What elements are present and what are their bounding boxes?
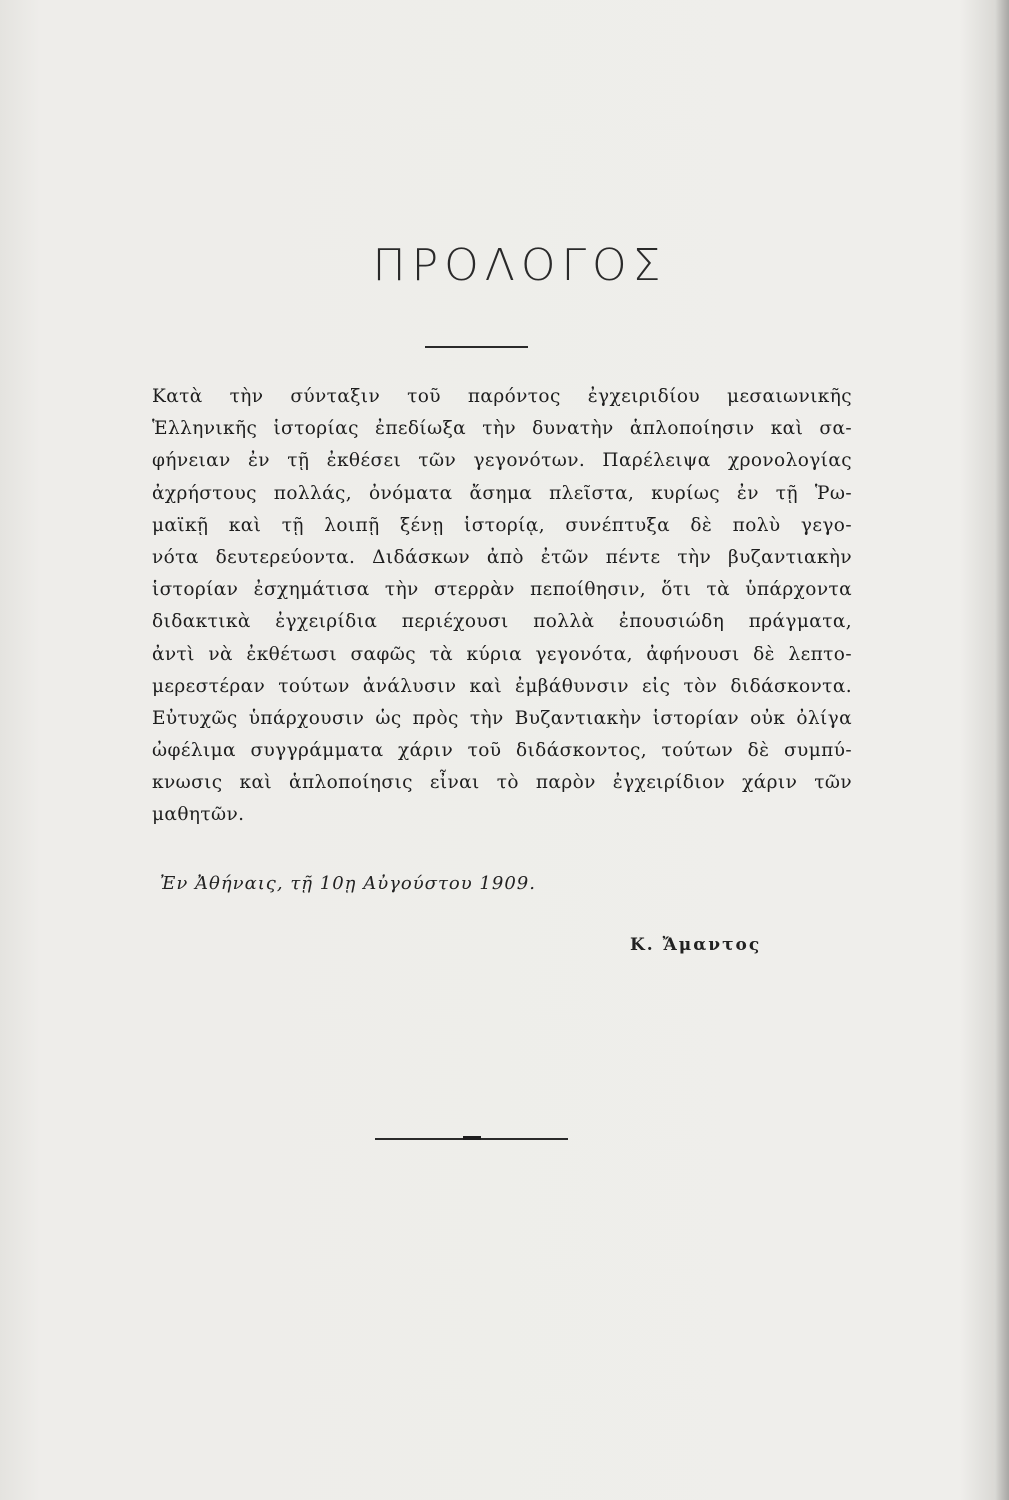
paragraph-line: νότα δευτερεύοντα. Διδάσκων ἀπὸ ἐτῶν πέντε τὴν βυζαντιακὴν (152, 546, 852, 568)
paragraph-line: ἱστορίαν ἐσχημάτισα τὴν στερρὰν πεποίθησιν, ὅτι τὰ ὑπάρχοντα (152, 579, 852, 601)
paragraph-line: ἀχρήστους πολλάς, ὀνόματα ἄσημα πλεῖστα, κυρίως ἐν τῇ Ῥω- (152, 482, 852, 504)
paragraph-line: κνωσις καὶ ἁπλοποίησις εἶναι τὸ παρὸν ἐγχειρίδιον χάριν τῶν (152, 772, 852, 794)
preface-paragraph (152, 381, 852, 832)
paragraph-line: διδακτικὰ ἐγχειρίδια περιέχουσι πολλὰ ἐπουσιώδη πράγματα, (152, 611, 852, 633)
paragraph-line: φήνειαν ἐν τῇ ἐκθέσει τῶν γεγονότων. Παρέλειψα χρονολογίας (152, 450, 852, 472)
paragraph-line: Κατὰ τὴν σύνταξιν τοῦ παρόντος ἐγχειριδίου μεσαιωνικῆς (152, 386, 852, 407)
paragraph-line: Ἑλληνικῆς ἱστορίας ἐπεδίωξα τὴν δυνατὴν ἁπλοποίησιν καὶ σα- (152, 418, 852, 440)
author-signature: Κ. Ἄμαντος (630, 935, 762, 955)
end-divider-ornament (463, 1136, 481, 1140)
title-divider (425, 346, 528, 348)
paragraph-line: Εὐτυχῶς ὑπάρχουσιν ὡς πρὸς τὴν Βυζαντιακὴν ἱστορίαν οὐκ ὀλίγα (152, 707, 852, 729)
paragraph-line: ἀντὶ νὰ ἐκθέτωσι σαφῶς τὰ κύρια γεγονότα, ἀφήνουσι δὲ λεπτο- (152, 643, 852, 665)
dateline: Ἐν Ἀθήναις, τῇ 10ῃ Αὐγούστου 1909. (160, 873, 536, 894)
paragraph-line: μαϊκῇ καὶ τῇ λοιπῇ ξένῃ ἱστορίᾳ, συνέπτυξα δὲ πολὺ γεγο- (152, 514, 852, 536)
page-edge-shadow (995, 0, 1009, 1500)
paragraph-line: μαθητῶν. (152, 804, 245, 826)
page-title: ΠΡΟΛΟΓΟΣ (372, 240, 667, 291)
paragraph-line: ὠφέλιμα συγγράμματα χάριν τοῦ διδάσκοντος, τούτων δὲ συμπύ- (152, 740, 852, 762)
paragraph-line: μερεστέραν τούτων ἀνάλυσιν καὶ ἐμβάθυνσιν εἰς τὸν διδάσκοντα. (152, 675, 852, 697)
